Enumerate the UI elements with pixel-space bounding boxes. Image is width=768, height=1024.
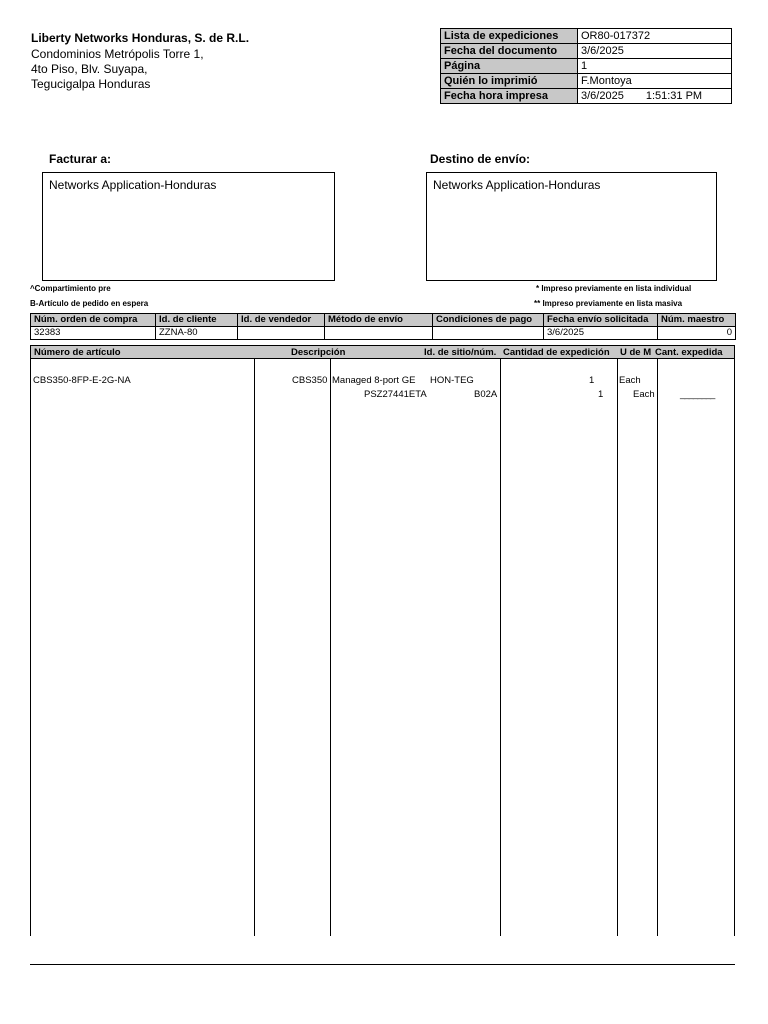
company-address-line1: Condominios Metrópolis Torre 1, <box>31 47 204 61</box>
doc-info-label: Fecha del documento <box>441 44 578 59</box>
doc-info-value: F.Montoya <box>578 74 732 89</box>
company-address-line3: Tegucigalpa Honduras <box>31 77 151 91</box>
items-column-line <box>330 359 331 936</box>
items-column-line <box>254 359 255 936</box>
ship-to-title: Destino de envío: <box>430 152 531 166</box>
document-info-table <box>440 28 732 104</box>
item-description: Managed 8-port GE <box>332 375 416 386</box>
order-header-row <box>31 314 736 327</box>
doc-info-row <box>441 29 732 44</box>
items-header-shipped: Cant. expedida <box>655 347 723 358</box>
items-column-line <box>657 359 658 936</box>
bill-to-title: Facturar a: <box>49 152 112 166</box>
order-value-cell <box>238 327 325 340</box>
items-header-row <box>30 345 735 359</box>
items-header-description: Descripción <box>291 347 346 358</box>
note-individual-list: * Impreso previamente en lista individual <box>536 284 692 293</box>
doc-info-value: OR80-017372 <box>578 29 732 44</box>
item-number: CBS350-8FP-E-2G-NA <box>33 375 131 386</box>
order-value-cell: 32383 <box>31 327 156 340</box>
items-column-line <box>30 359 31 936</box>
items-column-line <box>500 359 501 936</box>
item-serial-uom: Each <box>633 389 655 400</box>
items-header-item: Número de artículo <box>34 347 121 358</box>
items-column-line <box>617 359 618 936</box>
shipped-quantity-blank[interactable]: ________ <box>680 389 715 400</box>
order-info-table <box>30 313 736 340</box>
items-header-site: Id. de sitio/núm. <box>424 347 497 358</box>
items-column-line <box>734 359 735 936</box>
print-time: 1:51:31 PM <box>645 89 703 102</box>
item-serial-quantity: 1 <box>598 389 604 400</box>
order-value-cell: 0 <box>658 327 736 340</box>
doc-info-row <box>441 59 732 74</box>
order-header-cell: Núm. orden de compra <box>31 314 156 327</box>
doc-info-label: Quién lo imprimió <box>441 74 578 89</box>
company-name: Liberty Networks Honduras, S. de R.L. <box>31 31 250 45</box>
order-header-cell: Id. de cliente <box>156 314 238 327</box>
items-header-uom: U de M <box>620 347 652 358</box>
doc-info-value <box>578 89 732 104</box>
item-serial: PSZ27441ETA <box>364 389 427 400</box>
order-header-cell: Id. de vendedor <box>238 314 325 327</box>
order-header-cell: Condiciones de pago <box>433 314 544 327</box>
order-value-cell: ZZNA-80 <box>156 327 238 340</box>
doc-info-label: Fecha hora impresa <box>441 89 578 104</box>
ship-to-box <box>426 172 717 281</box>
item-bin: B02A <box>474 389 498 400</box>
doc-info-value: 1 <box>578 59 732 74</box>
bill-to-box <box>42 172 335 281</box>
order-value-row <box>31 327 736 340</box>
items-header-quantity: Cantidad de expedición <box>503 347 610 358</box>
doc-info-label: Página <box>441 59 578 74</box>
item-site: HON-TEG <box>430 375 474 386</box>
doc-info-value: 3/6/2025 <box>578 44 732 59</box>
note-mass-list: ** Impreso previamente en lista masiva <box>534 299 683 308</box>
order-value-cell: 3/6/2025 <box>544 327 658 340</box>
order-header-cell: Fecha envío solicitada <box>544 314 658 327</box>
order-value-cell <box>433 327 544 340</box>
doc-info-row <box>441 89 732 104</box>
footer-divider <box>30 964 735 965</box>
note-backorder: B-Artículo de pedido en espera <box>30 299 149 308</box>
print-date: 3/6/2025 <box>581 89 624 102</box>
doc-info-row <box>441 74 732 89</box>
ship-to-name: Networks Application-Honduras <box>433 178 601 192</box>
item-uom: Each <box>619 375 641 386</box>
item-quantity: 1 <box>589 375 595 386</box>
bill-to-name: Networks Application-Honduras <box>49 178 217 192</box>
note-compartment: ^Compartimiento pre <box>30 284 111 293</box>
company-address-line2: 4to Piso, Blv. Suyapa, <box>31 62 148 76</box>
doc-info-label: Lista de expediciones <box>441 29 578 44</box>
order-header-cell: Núm. maestro <box>658 314 736 327</box>
item-description-prefix: CBS350 <box>292 375 328 386</box>
doc-info-row <box>441 44 732 59</box>
order-header-cell: Método de envío <box>325 314 433 327</box>
order-value-cell <box>325 327 433 340</box>
